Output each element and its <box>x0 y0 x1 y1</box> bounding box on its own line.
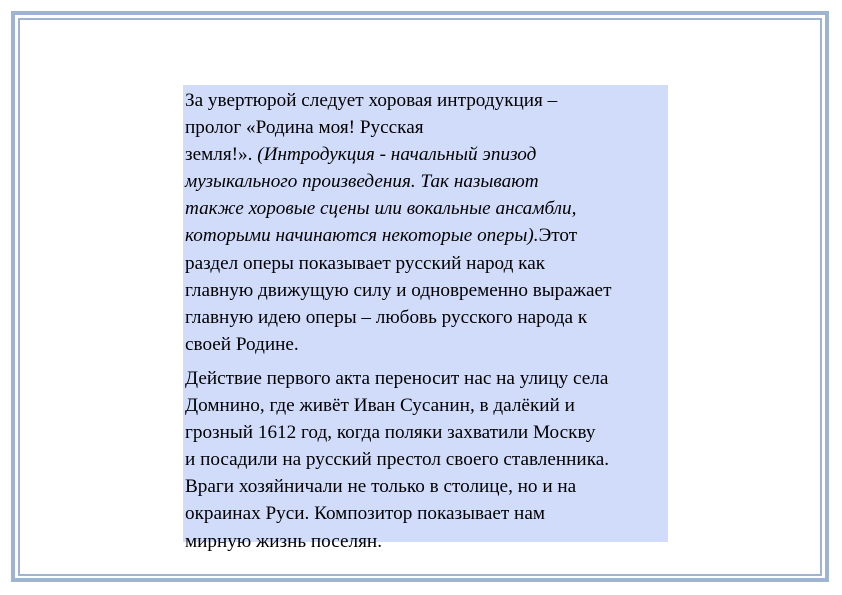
text-run: грозный 1612 год, когда поляки захватили Москву <box>185 422 596 444</box>
text-line <box>185 419 666 446</box>
text-line <box>185 528 666 555</box>
paragraph-introduction <box>185 87 666 358</box>
text-line <box>185 250 666 277</box>
text-run: земля!». <box>185 144 258 166</box>
text-run: Враги хозяйничали не только в столице, но и на <box>185 476 577 498</box>
text-run: Действие первого акта переносит нас на улицу села <box>185 367 609 389</box>
text-line <box>185 277 666 304</box>
text-line <box>185 195 666 222</box>
text-run: главную идею оперы – любовь русского народа к <box>185 306 588 328</box>
text-line <box>185 141 666 168</box>
text-line <box>185 473 666 500</box>
text-line <box>185 331 666 358</box>
text-run: Этот <box>538 225 578 247</box>
text-run: пролог «Родина моя! Русская <box>185 117 424 139</box>
text-run: и посадили на русский престол своего ставленника. <box>185 449 610 471</box>
text-line <box>185 392 666 419</box>
italic-text-run: музыкального произведения. Так называют <box>185 171 539 193</box>
text-line <box>185 500 666 527</box>
text-line <box>185 365 666 392</box>
text-line <box>185 87 666 114</box>
text-run: окраинах Руси. Композитор показывает нам <box>185 503 545 525</box>
italic-text-run: которыми начинаются некоторые оперы). <box>185 225 539 247</box>
italic-text-run: также хоровые сцены или вокальные ансамбли, <box>185 198 577 220</box>
text-run: раздел оперы показывает русский народ как <box>185 252 546 274</box>
text-run: Домнино, где живёт Иван Сусанин, в далёкий и <box>185 395 575 417</box>
text-run: За увертюрой следует хоровая интродукция – <box>185 90 558 111</box>
text-box <box>183 85 668 552</box>
paragraph-first-act <box>185 365 666 555</box>
text-run: своей Родине. <box>185 333 299 355</box>
text-run: мирную жизнь поселян. <box>185 530 382 552</box>
text-line <box>185 222 666 249</box>
text-run: главную движущую силу и одновременно выражает <box>185 279 612 301</box>
text-line <box>185 446 666 473</box>
text-line <box>185 114 666 141</box>
text-line <box>185 304 666 331</box>
text-line <box>185 168 666 195</box>
italic-text-run: (Интродукция - начальный эпизод <box>257 144 537 166</box>
